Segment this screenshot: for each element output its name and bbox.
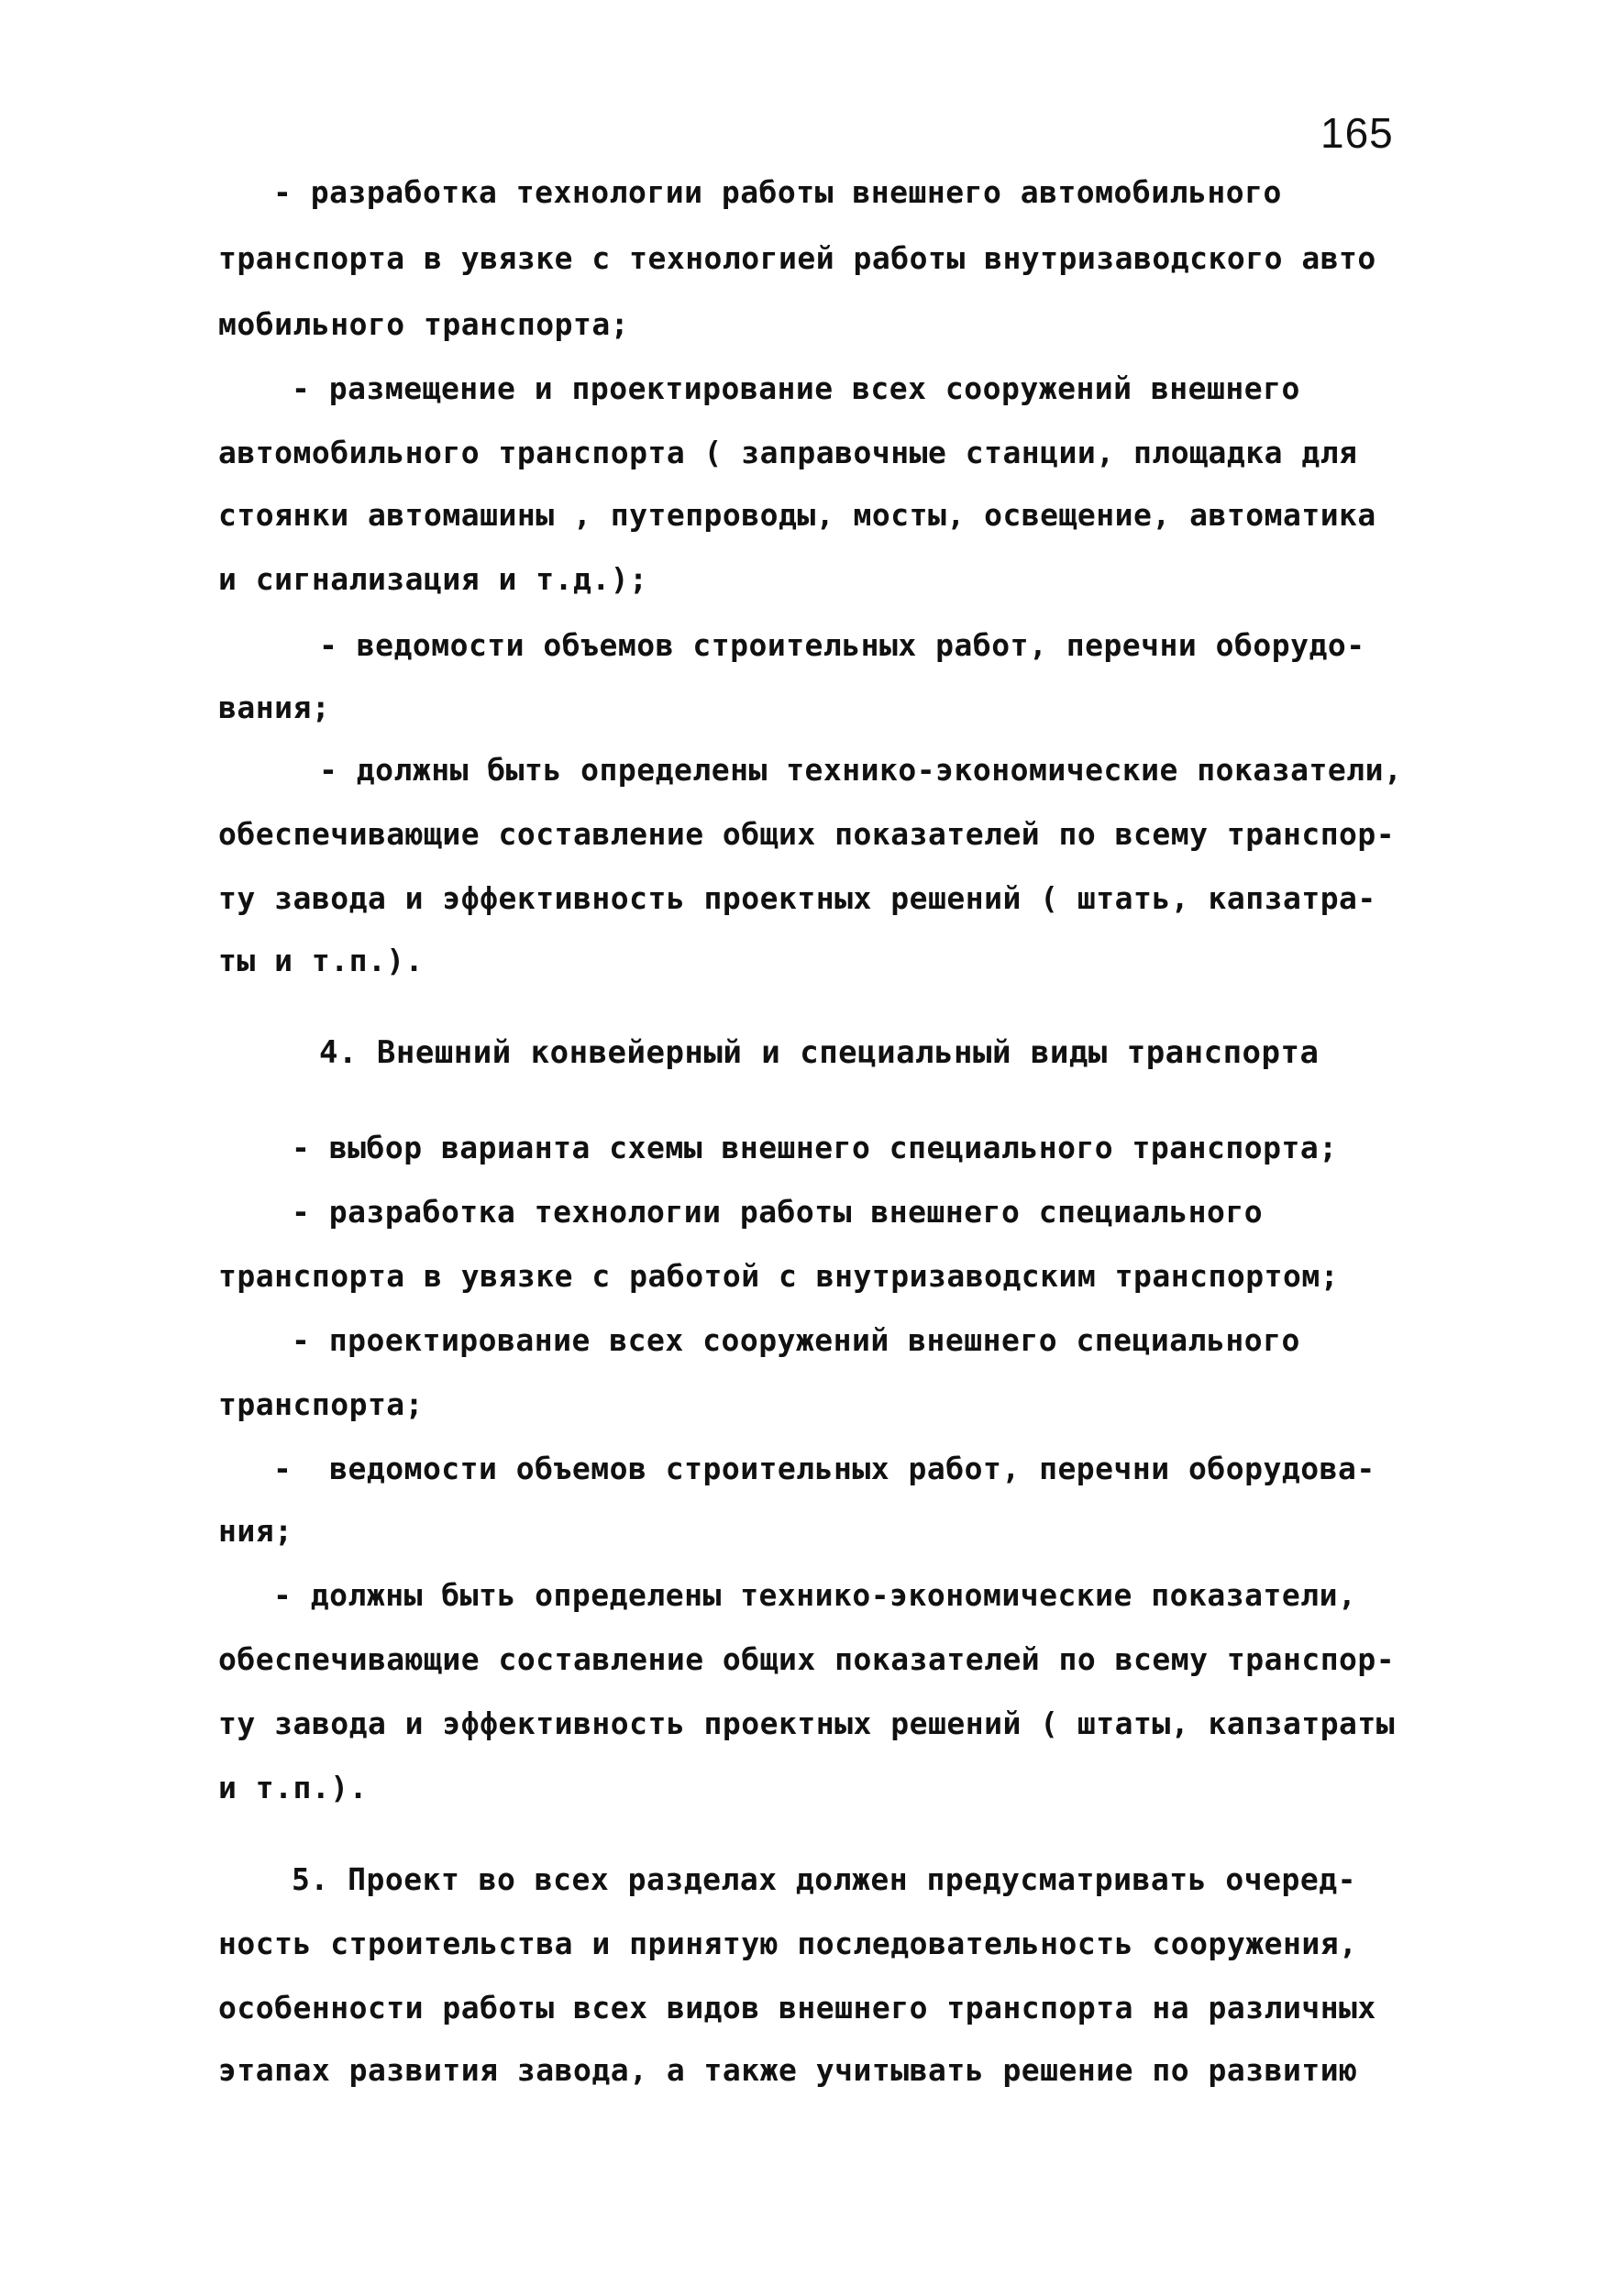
text-line: - выбор варианта схемы внешнего специального транспорта; (292, 1130, 1338, 1165)
text-line: транспорта в увязке с работой с внутризаводским транспортом; (218, 1258, 1340, 1294)
text-line: - разработка технологии работы внешнего специального (292, 1194, 1264, 1230)
text-line: стоянки автомашины , путепроводы, мосты, освещение, автоматика (218, 497, 1376, 533)
section-heading: 4. Внешний конвейерный и специальный виды транспорта (319, 1034, 1320, 1071)
text-line: - должны быть определены технико-экономические показатели, (273, 1577, 1357, 1613)
text-line: обеспечивающие составление общих показателей по всему транспор- (218, 816, 1396, 852)
text-line: транспорта; (218, 1386, 425, 1422)
text-line: - размещение и проектирование всех сооружений внешнего (292, 370, 1300, 406)
text-line: ния; (218, 1513, 293, 1549)
text-line: 5. Проект во всех разделах должен предусматривать очеред- (292, 1861, 1356, 1897)
text-line: мобильного транспорта; (218, 306, 630, 342)
page-number: 165 (1320, 109, 1394, 157)
text-line: ты и т.п.). (218, 943, 425, 978)
text-line: транспорта в увязке с технологией работы внутризаводского авто (218, 240, 1376, 276)
text-line: - должны быть определены технико-экономические показатели, (319, 752, 1403, 788)
text-line: ность строительства и принятую последовательность сооружения, (218, 1926, 1358, 1961)
text-line: - ведомости объемов строительных работ, перечни оборудова- (273, 1451, 1375, 1486)
text-line: и т.п.). (218, 1770, 368, 1805)
text-line: автомобильного транспорта ( заправочные станции, площадка для (218, 435, 1358, 470)
text-line: ту завода и эффективность проектных решений ( штаты, капзатраты (218, 1706, 1396, 1741)
text-line: вания; (218, 690, 331, 725)
text-line: ту завода и эффективность проектных решений ( штать, капзатра- (218, 880, 1376, 916)
text-line: этапах развития завода, а также учитывать решение по развитию (218, 2052, 1358, 2088)
text-line: - разработка технологии работы внешнего автомобильного (273, 174, 1282, 210)
text-line: и сигнализация и т.д.); (218, 561, 648, 597)
text-line: - ведомости объемов строительных работ, перечни оборудо- (319, 627, 1365, 663)
text-line: обеспечивающие составление общих показателей по всему транспор- (218, 1641, 1396, 1677)
text-line: особенности работы всех видов внешнего транспорта на различных (218, 1990, 1376, 2026)
text-line: - проектирование всех сооружений внешнего специального (292, 1322, 1300, 1358)
